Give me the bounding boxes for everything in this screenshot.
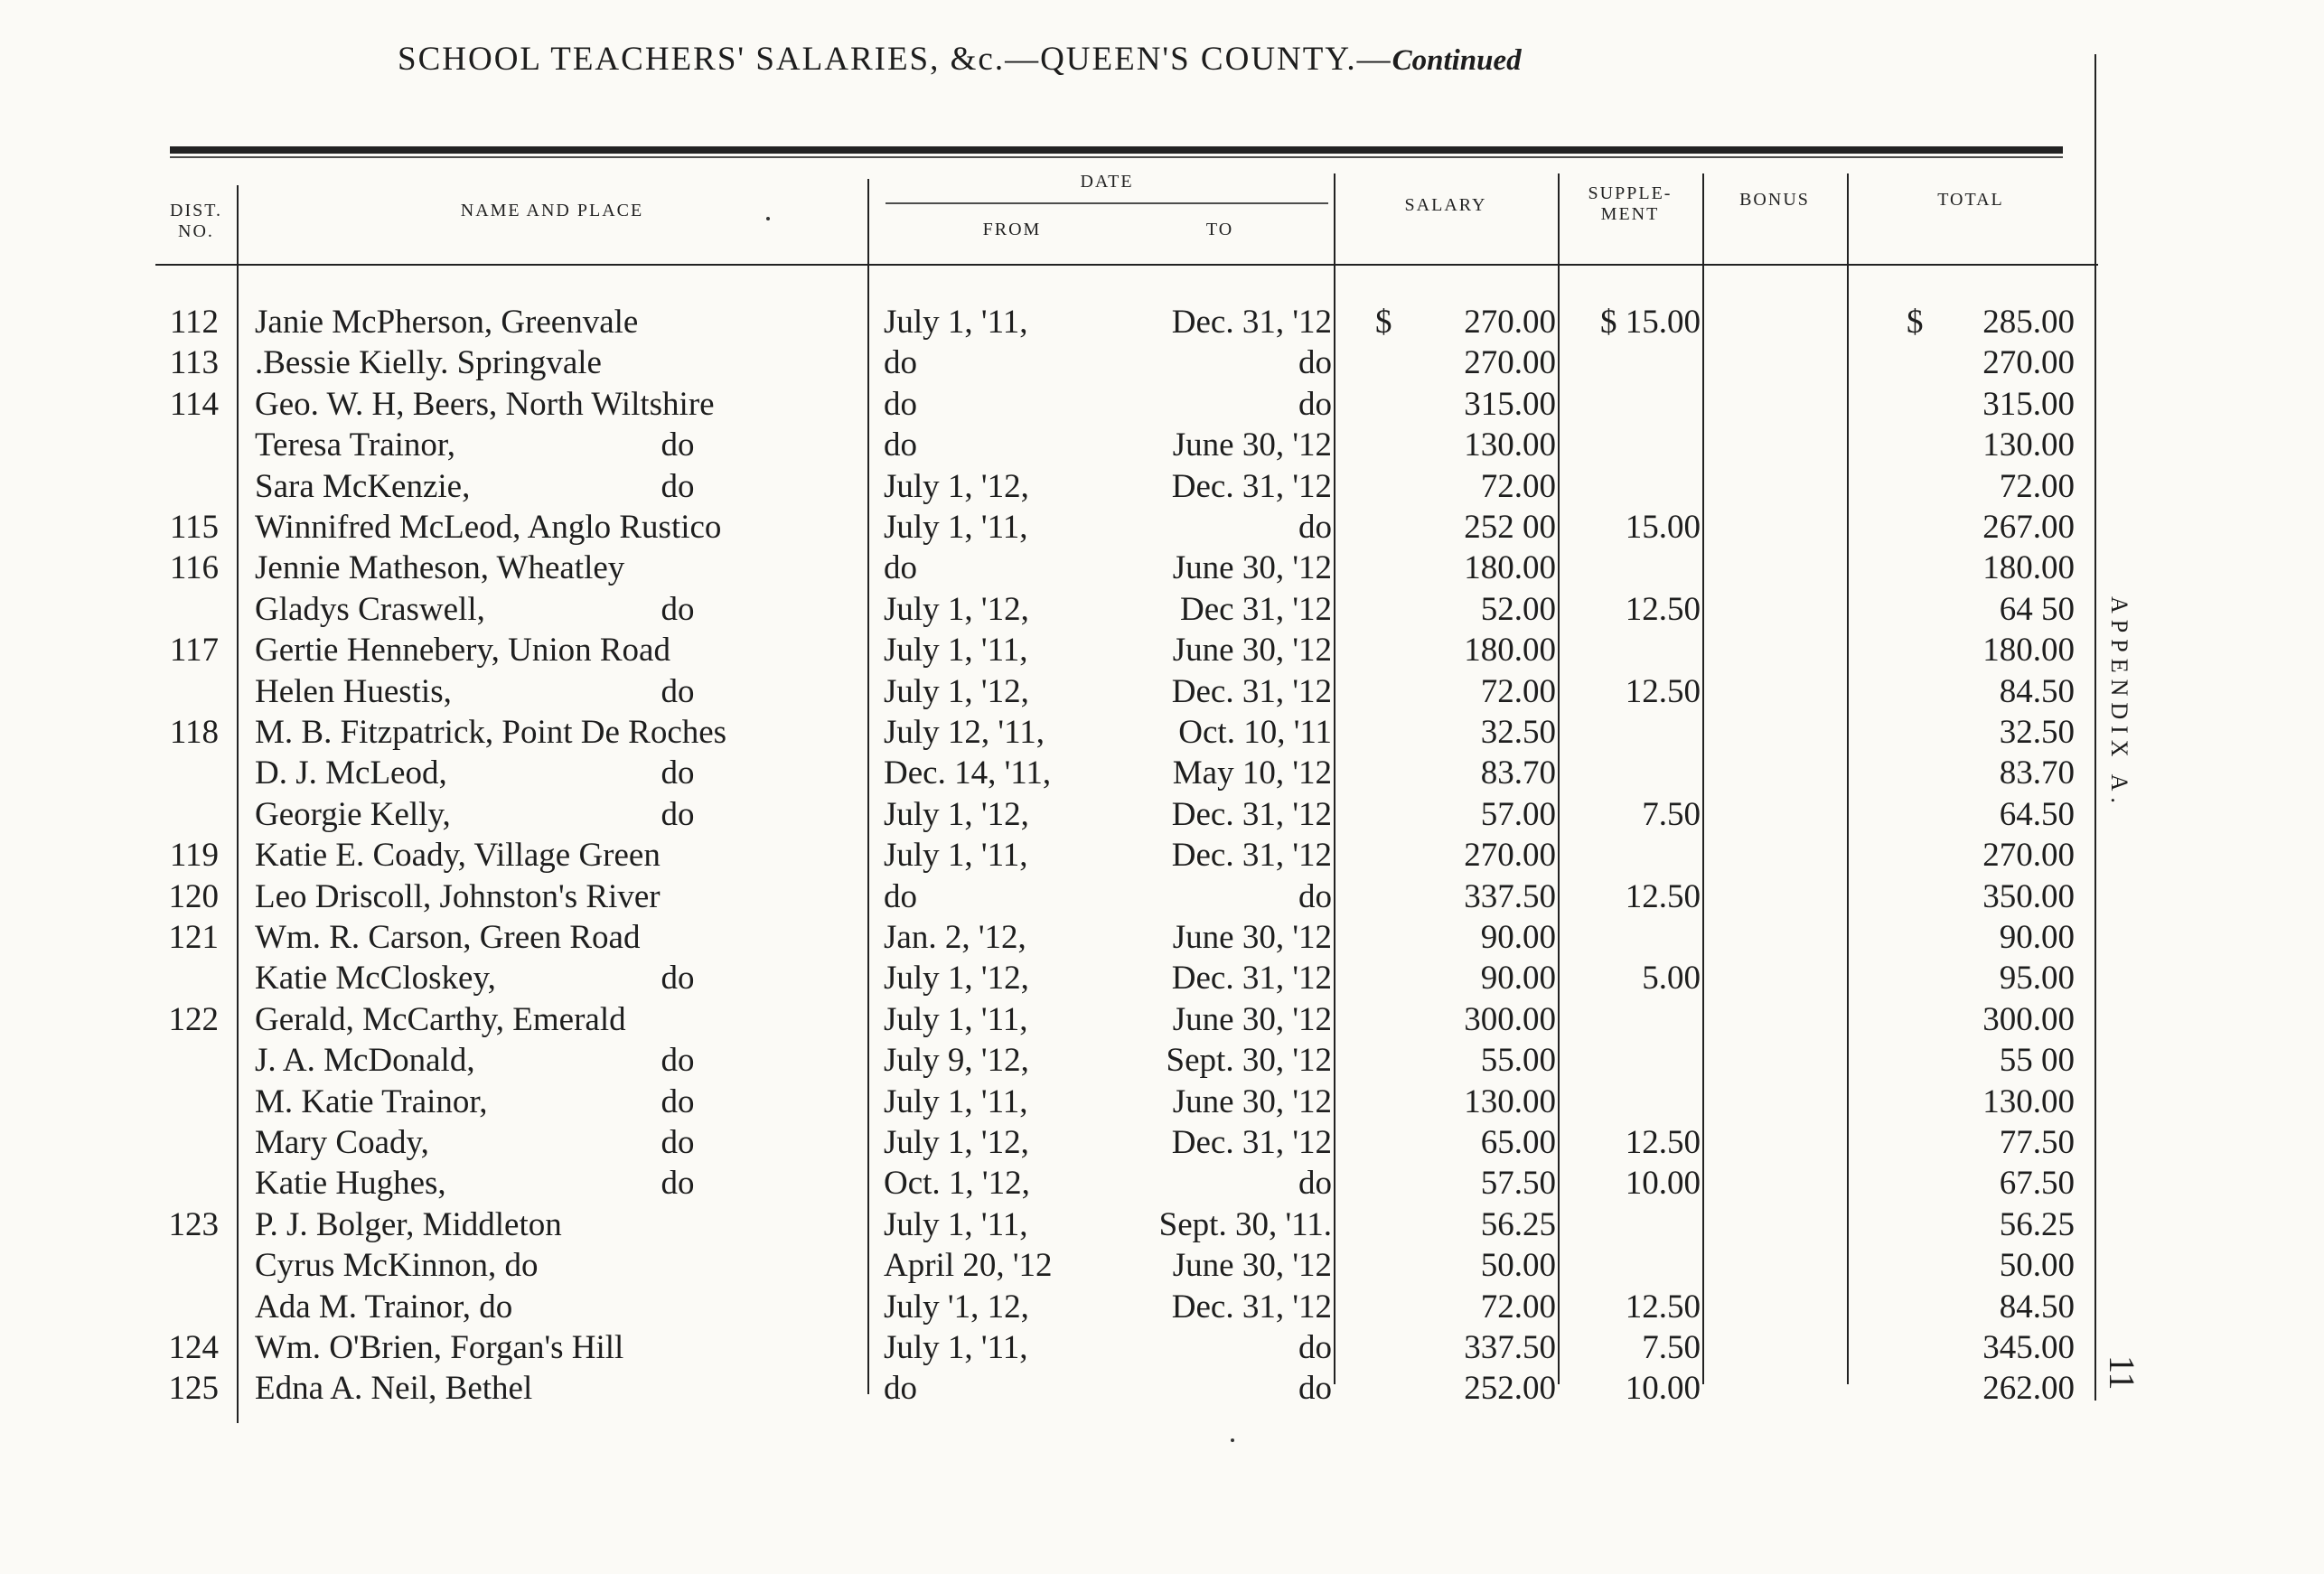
salary-amount: 57.50: [1480, 1165, 1556, 1202]
teacher-name-place: Wm. O'Brien, Forgan's Hill: [255, 1329, 624, 1366]
salary-amount: 65.00: [1480, 1124, 1556, 1161]
header-name-place: NAME AND PLACE: [460, 201, 644, 220]
header-total: TOTAL: [1937, 190, 2004, 210]
place-ditto: do: [661, 468, 695, 505]
salary-dollar-sign: $: [1375, 304, 1392, 341]
dist-no: 117: [169, 632, 219, 669]
date-from: July 1, '12,: [884, 673, 1029, 710]
date-to: Oct. 10, '11: [1178, 714, 1332, 751]
salary-amount: 130.00: [1464, 426, 1556, 464]
salary-amount: 32.50: [1480, 714, 1556, 751]
supplement-amount: 12.50: [1625, 591, 1701, 628]
date-from: Oct. 1, '12,: [884, 1165, 1030, 1202]
dist-no: 121: [168, 919, 219, 956]
dist-no: 119: [169, 837, 219, 874]
date-from: July 1, '11,: [884, 1206, 1028, 1243]
salary-amount: 300.00: [1464, 1001, 1556, 1038]
date-from: July 1, '11,: [884, 1001, 1028, 1038]
place-ditto: do: [661, 1165, 695, 1202]
total-amount: 55 00: [1999, 1042, 2075, 1079]
date-from: July 9, '12,: [884, 1042, 1029, 1079]
salary-amount: 50.00: [1480, 1247, 1556, 1284]
supplement-amount: 5.00: [1642, 960, 1701, 997]
total-amount: 180.00: [1982, 549, 2075, 586]
salary-amount: 72.00: [1480, 673, 1556, 710]
teacher-name-place: M. B. Fitzpatrick, Point De Roches: [255, 714, 727, 751]
total-amount: 130.00: [1982, 1083, 2075, 1120]
header-supplement-line2: MENT: [1600, 204, 1660, 224]
supplement-amount: 7.50: [1642, 1329, 1701, 1366]
date-from: July 1, '12,: [884, 796, 1029, 833]
page-title: [398, 40, 1522, 79]
date-to: Dec. 31, '12: [1171, 468, 1332, 505]
header-dist-line2: NO.: [178, 221, 214, 241]
header-supplement-line1: SUPPLE-: [1588, 183, 1673, 203]
salary-amount: 252 00: [1464, 509, 1556, 546]
teacher-name-place: Helen Huestis,: [255, 673, 452, 710]
supplement-amount: $ 15.00: [1600, 304, 1701, 341]
date-from: do: [884, 878, 917, 915]
dist-no: 120: [168, 878, 219, 915]
date-from: Jan. 2, '12,: [884, 919, 1026, 956]
salary-amount: 56.25: [1480, 1206, 1556, 1243]
supplement-amount: 10.00: [1625, 1165, 1701, 1202]
rule-dist-name: [237, 185, 239, 1423]
date-to: May 10, '12: [1172, 754, 1332, 792]
total-amount: 267.00: [1982, 509, 2075, 546]
dist-no: 114: [169, 386, 219, 423]
date-to: Dec. 31, '12: [1171, 960, 1332, 997]
place-ditto: do: [661, 1083, 695, 1120]
dist-no: 115: [169, 509, 219, 546]
total-dollar-sign: $: [1907, 304, 1924, 341]
total-amount: 285.00: [1982, 304, 2075, 341]
print-dot: [1231, 1438, 1234, 1442]
supplement-amount: 12.50: [1625, 1288, 1701, 1326]
date-from: April 20, '12: [884, 1247, 1053, 1284]
teacher-name-place: J. A. McDonald,: [255, 1042, 475, 1079]
salary-amount: 57.00: [1480, 796, 1556, 833]
date-from: July 12, '11,: [884, 714, 1045, 751]
teacher-name-place: Katie E. Coady, Village Green: [255, 837, 661, 874]
date-from: July 1, '11,: [884, 509, 1028, 546]
teacher-name-place: .Bessie Kielly. Springvale: [255, 344, 602, 381]
header-supplement: [1558, 183, 1702, 225]
teacher-name-place: Gertie Hennebery, Union Road: [255, 632, 670, 669]
header-salary: SALARY: [1404, 195, 1487, 215]
date-to: do: [1298, 509, 1332, 546]
date-from: July 1, '11,: [884, 304, 1028, 341]
salary-amount: 83.70: [1480, 754, 1556, 792]
supplement-amount: 10.00: [1625, 1370, 1701, 1407]
total-amount: 95.00: [1999, 960, 2075, 997]
supplement-amount: 12.50: [1625, 1124, 1701, 1161]
total-amount: 270.00: [1982, 344, 2075, 381]
header-thick-rule: [170, 146, 2063, 154]
teacher-name-place: Winnifred McLeod, Anglo Rustico: [255, 509, 722, 546]
teacher-name-place: Mary Coady,: [255, 1124, 429, 1161]
header-dist-line1: DIST.: [170, 201, 222, 220]
date-from: July 1, '11,: [884, 1329, 1028, 1366]
date-to: Dec. 31, '12: [1171, 304, 1332, 341]
total-amount: 84.50: [1999, 1288, 2075, 1326]
salary-amount: 52.00: [1480, 591, 1556, 628]
teacher-name-place: Teresa Trainor,: [255, 426, 455, 464]
rule-bonus-total: [1847, 173, 1849, 1384]
salary-amount: 90.00: [1480, 960, 1556, 997]
header-bonus: BONUS: [1739, 190, 1810, 210]
dist-no: 112: [169, 304, 219, 341]
salary-amount: 252.00: [1464, 1370, 1556, 1407]
teacher-name-place: Georgie Kelly,: [255, 796, 451, 833]
dist-no: 116: [169, 549, 219, 586]
date-from: July 1, '12,: [884, 960, 1029, 997]
teacher-name-place: Geo. W. H, Beers, North Wiltshire: [255, 386, 715, 423]
teacher-name-place: Janie McPherson, Greenvale: [255, 304, 639, 341]
title-main: SCHOOL TEACHERS' SALARIES, &c.—QUEEN'S COUNTY.—: [398, 41, 1392, 78]
total-amount: 315.00: [1982, 386, 2075, 423]
salary-amount: 72.00: [1480, 1288, 1556, 1326]
page-number: 11: [2102, 1355, 2142, 1391]
supplement-amount: 15.00: [1625, 509, 1701, 546]
date-to: Dec. 31, '12: [1171, 1288, 1332, 1326]
place-ditto: do: [661, 754, 695, 792]
total-amount: 32.50: [1999, 714, 2075, 751]
salary-amount: 90.00: [1480, 919, 1556, 956]
total-amount: 56.25: [1999, 1206, 2075, 1243]
total-amount: 345.00: [1982, 1329, 2075, 1366]
header-to: TO: [1205, 220, 1234, 239]
teacher-name-place: Gladys Craswell,: [255, 591, 485, 628]
salary-amount: 337.50: [1464, 878, 1556, 915]
appendix-label: APPENDIX A.: [2106, 596, 2132, 810]
header-from: FROM: [982, 220, 1042, 239]
total-amount: 72.00: [1999, 468, 2075, 505]
supplement-amount: 12.50: [1625, 878, 1701, 915]
salary-amount: 337.50: [1464, 1329, 1556, 1366]
date-to: June 30, '12: [1172, 919, 1332, 956]
date-to: June 30, '12: [1172, 549, 1332, 586]
place-ditto: do: [661, 1042, 695, 1079]
date-from: do: [884, 386, 917, 423]
total-amount: 180.00: [1982, 632, 2075, 669]
date-to: June 30, '12: [1172, 1083, 1332, 1120]
date-from: July 1, '12,: [884, 591, 1029, 628]
date-to: June 30, '12: [1172, 426, 1332, 464]
salary-amount: 180.00: [1464, 632, 1556, 669]
teacher-name-place: P. J. Bolger, Middleton: [255, 1206, 562, 1243]
dist-no: 122: [168, 1001, 219, 1038]
place-ditto: do: [661, 960, 695, 997]
dist-no: 113: [169, 344, 219, 381]
total-amount: 84.50: [1999, 673, 2075, 710]
supplement-amount: 7.50: [1642, 796, 1701, 833]
date-from: July 1, '11,: [884, 632, 1028, 669]
header-date: DATE: [1080, 172, 1134, 192]
date-from: July 1, '12,: [884, 468, 1029, 505]
total-amount: 67.50: [1999, 1165, 2075, 1202]
total-amount: 83.70: [1999, 754, 2075, 792]
rule-date-salary: [1334, 173, 1335, 1384]
total-amount: 50.00: [1999, 1247, 2075, 1284]
date-to: do: [1298, 344, 1332, 381]
teacher-name-place: Ada M. Trainor, do: [255, 1288, 513, 1326]
teacher-name-place: Leo Driscoll, Johnston's River: [255, 878, 661, 915]
date-from: do: [884, 549, 917, 586]
date-from: July 1, '11,: [884, 1083, 1028, 1120]
date-to: Sept. 30, '12: [1166, 1042, 1332, 1079]
teacher-name-place: M. Katie Trainor,: [255, 1083, 488, 1120]
total-amount: 77.50: [1999, 1124, 2075, 1161]
date-to: June 30, '12: [1172, 1001, 1332, 1038]
date-from: July 1, '12,: [884, 1124, 1029, 1161]
total-amount: 270.00: [1982, 837, 2075, 874]
date-to: Dec. 31, '12: [1171, 837, 1332, 874]
total-amount: 262.00: [1982, 1370, 2075, 1407]
date-to: Dec. 31, '12: [1171, 673, 1332, 710]
date-from: Dec. 14, '11,: [884, 754, 1052, 792]
dist-no: 124: [168, 1329, 219, 1366]
date-from: July 1, '11,: [884, 837, 1028, 874]
rule-salary-supplement: [1558, 173, 1560, 1384]
salary-amount: 72.00: [1480, 468, 1556, 505]
date-to: Dec. 31, '12: [1171, 1124, 1332, 1161]
header-dist-no: [155, 201, 237, 242]
salary-amount: 270.00: [1464, 304, 1556, 341]
date-from: do: [884, 1370, 917, 1407]
date-to: Dec 31, '12: [1180, 591, 1332, 628]
place-ditto: do: [661, 796, 695, 833]
teacher-name-place: D. J. McLeod,: [255, 754, 447, 792]
rule-page-right: [2094, 54, 2096, 1401]
date-divider-rule: [886, 202, 1328, 204]
total-amount: 64.50: [1999, 796, 2075, 833]
total-amount: 90.00: [1999, 919, 2075, 956]
teacher-name-place: Gerald, McCarthy, Emerald: [255, 1001, 626, 1038]
place-ditto: do: [661, 673, 695, 710]
place-ditto: do: [661, 591, 695, 628]
place-ditto: do: [661, 426, 695, 464]
total-amount: 64 50: [1999, 591, 2075, 628]
header-bottom-rule: [155, 264, 2098, 266]
total-amount: 300.00: [1982, 1001, 2075, 1038]
date-to: June 30, '12: [1172, 1247, 1332, 1284]
date-to: do: [1298, 1370, 1332, 1407]
salary-amount: 130.00: [1464, 1083, 1556, 1120]
print-dot: [766, 217, 770, 220]
date-to: do: [1298, 878, 1332, 915]
date-from: do: [884, 426, 917, 464]
title-continued: Continued: [1392, 44, 1522, 77]
dist-no: 123: [168, 1206, 219, 1243]
teacher-name-place: Katie Hughes,: [255, 1165, 446, 1202]
date-from: do: [884, 344, 917, 381]
dist-no: 118: [169, 714, 219, 751]
supplement-amount: 12.50: [1625, 673, 1701, 710]
salary-amount: 315.00: [1464, 386, 1556, 423]
place-ditto: do: [661, 1124, 695, 1161]
dist-no: 125: [168, 1370, 219, 1407]
date-from: July '1, 12,: [884, 1288, 1029, 1326]
date-to: June 30, '12: [1172, 632, 1332, 669]
teacher-name-place: Jennie Matheson, Wheatley: [255, 549, 625, 586]
date-to: do: [1298, 386, 1332, 423]
total-amount: 130.00: [1982, 426, 2075, 464]
salary-amount: 180.00: [1464, 549, 1556, 586]
date-to: do: [1298, 1165, 1332, 1202]
date-to: do: [1298, 1329, 1332, 1366]
teacher-name-place: Edna A. Neil, Bethel: [255, 1370, 533, 1407]
salary-amount: 270.00: [1464, 344, 1556, 381]
teacher-name-place: Cyrus McKinnon, do: [255, 1247, 539, 1284]
salary-amount: 55.00: [1480, 1042, 1556, 1079]
salary-amount: 270.00: [1464, 837, 1556, 874]
date-to: Sept. 30, '11.: [1158, 1206, 1332, 1243]
teacher-name-place: Katie McCloskey,: [255, 960, 496, 997]
teacher-name-place: Sara McKenzie,: [255, 468, 471, 505]
teacher-name-place: Wm. R. Carson, Green Road: [255, 919, 641, 956]
header-thin-rule: [170, 156, 2063, 158]
rule-supplement-bonus: [1702, 173, 1704, 1384]
date-to: Dec. 31, '12: [1171, 796, 1332, 833]
total-amount: 350.00: [1982, 878, 2075, 915]
